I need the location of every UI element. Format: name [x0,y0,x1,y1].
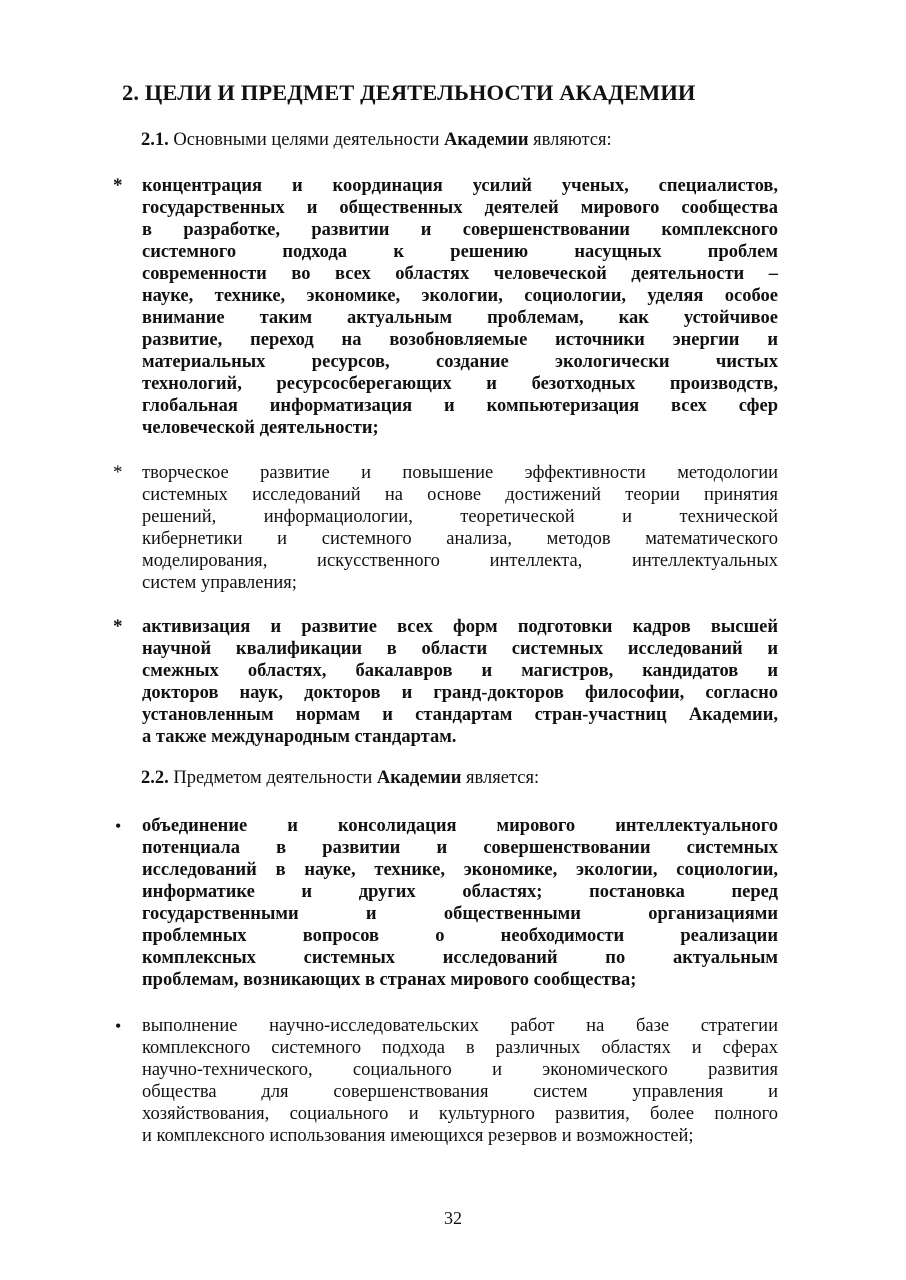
text-line: активизация и развитие всех форм подготовки кадров высшей [142,617,778,637]
section-2-2-number: 2.2. [141,768,169,788]
text-line: докторов наук, докторов и гранд-докторов философии, согласно [142,683,778,703]
text-line: систем управления; [142,573,297,593]
text-line: кибернетики и системного анализа, методов математического [142,529,778,549]
goal-item-text [142,616,778,748]
text-line: информатике и других областях; постановка перед [142,882,778,902]
text-line: технологий, ресурсосберегающих и безотходных производств, [142,374,778,394]
section-2-2-text-before: Предметом деятельности [168,768,377,788]
section-2-1-intro [141,130,781,151]
goal-item-text [142,462,778,594]
text-line: а также международным стандартам. [142,727,457,747]
subject-item-text [142,1015,778,1147]
asterisk-bullet-icon: * [113,462,123,483]
text-line: материальных ресурсов, создание экологически чистых [142,352,778,372]
text-line: концентрация и координация усилий ученых, специалистов, [142,176,778,196]
text-line: научно-технического, социального и экономического развития [142,1060,778,1080]
section-2-1-number: 2.1. [141,130,169,150]
section-2-1-text-after: являются: [528,130,612,150]
text-line: хозяйствования, социального и культурного развития, более полного [142,1104,778,1124]
section-2-2-intro [141,768,781,789]
text-line: современности во всех областях человеческой деятельности – [142,264,778,284]
text-line: науке, технике, экономике, экологии, социологии, уделяя особое [142,286,778,306]
text-line: смежных областях, бакалавров и магистров, кандидатов и [142,661,778,681]
text-line: комплексного системного подхода в различных областях и сферах [142,1038,778,1058]
text-line: развитие, переход на возобновляемые источники энергии и [142,330,778,350]
text-line: моделирования, искусственного интеллекта, интеллектуальных [142,551,778,571]
text-line: научной квалификации в области системных исследований и [142,639,778,659]
section-2-1-bold-word: Академии [444,130,529,150]
text-line: общества для совершенствования систем управления и [142,1082,778,1102]
text-line: объединение и консолидация мирового интеллектуального [142,816,778,836]
text-line: решений, информациологии, теоретической и технической [142,507,778,527]
text-line: внимание таким актуальным проблемам, как устойчивое [142,308,778,328]
text-line: потенциала в развитии и совершенствовании системных [142,838,778,858]
section-heading: 2. ЦЕЛИ И ПРЕДМЕТ ДЕЯТЕЛЬНОСТИ АКАДЕМИИ [122,80,696,105]
subject-item-text [142,815,778,991]
text-line: государственных и общественных деятелей мирового сообщества [142,198,778,218]
text-line: установленным нормам и стандартам стран-участниц Академии, [142,705,778,725]
text-line: системных исследований на основе достижений теории принятия [142,485,778,505]
text-line: проблемных вопросов о необходимости реализации [142,926,778,946]
page-number: 32 [444,1208,462,1228]
asterisk-bullet-icon: * [113,175,123,196]
text-line: выполнение научно-исследовательских работ на базе стратегии [142,1016,778,1036]
section-2-2-bold-word: Академии [376,768,462,788]
section-2-2-text-after: является: [461,768,540,788]
section-2-1-text-before: Основными целями деятельности [168,130,445,150]
text-line: государственными и общественными организациями [142,904,778,924]
goal-item-text [142,175,778,439]
text-line: в разработке, развитии и совершенствовании комплексного [142,220,778,240]
text-line: глобальная информатизация и компьютеризация всех сфер [142,396,778,416]
text-line: проблемам, возникающих в странах мирового сообщества; [142,970,637,990]
text-line: комплексных системных исследований по актуальным [142,948,778,968]
bullet-dot-icon: • [115,1016,122,1036]
text-line: творческое развитие и повышение эффективности методологии [142,463,778,483]
text-line: человеческой деятельности; [142,418,379,438]
text-line: исследований в науке, технике, экономике, экологии, социологии, [142,860,778,880]
bullet-dot-icon: • [115,816,122,836]
asterisk-bullet-icon: * [113,616,123,637]
text-line: и комплексного использования имеющихся резервов и возможностей; [142,1126,694,1146]
text-line: системного подхода к решению насущных проблем [142,242,778,262]
